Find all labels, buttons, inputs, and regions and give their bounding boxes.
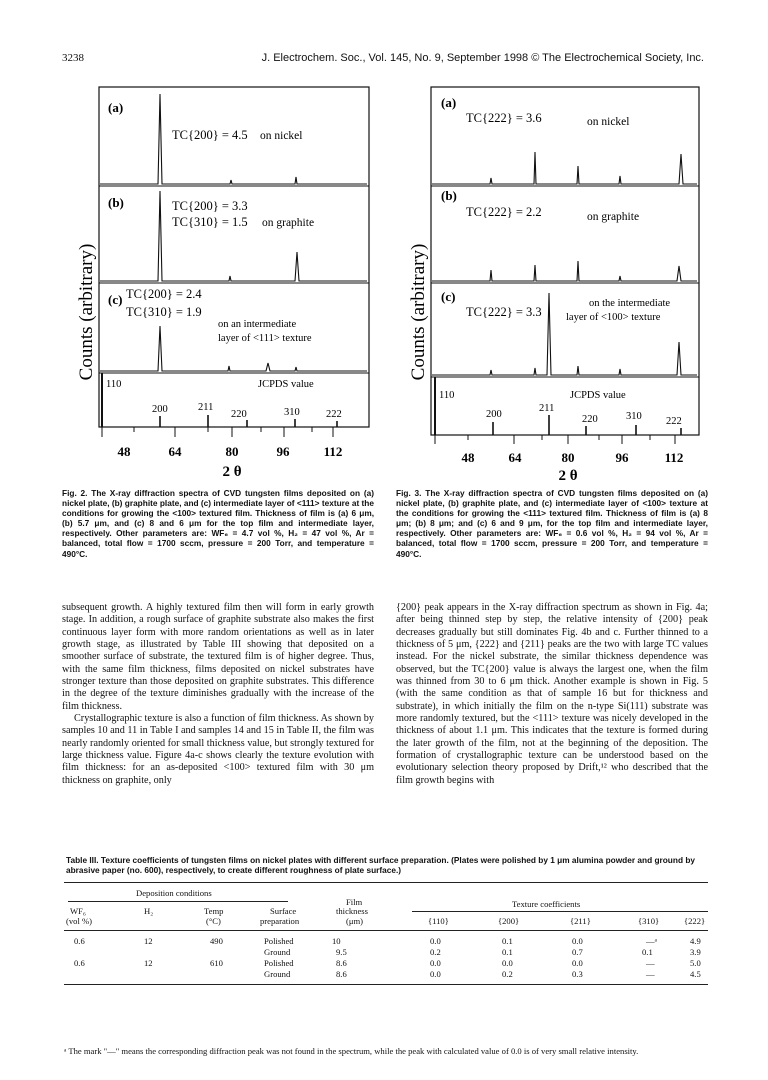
substrate-note: on an intermediate: [218, 319, 297, 330]
jcpds-peak-label: 310: [284, 407, 300, 418]
table-caption: Table III. Texture coefficients of tungsten films on nickel plates with different surface preparation. (Plates were polished by 1 μm alumina powder and ground by abrasive paper (no. 600), respectively, to create different roughness of plate surface.): [66, 855, 695, 876]
cell-tc: 3.9: [690, 947, 701, 957]
x-tick-label: 112: [664, 450, 684, 465]
cell-thickness: 10: [332, 936, 341, 946]
x-tick-label: 64: [508, 450, 522, 465]
panel-label: (a): [441, 95, 457, 110]
cell-tc: 0.1: [642, 947, 653, 957]
cell-tc: 0.1: [502, 947, 513, 957]
jcpds-peak-label: 220: [231, 409, 247, 420]
x-tick-label: 64: [168, 444, 182, 459]
jcpds-peak-label: 200: [486, 409, 502, 420]
y-axis-label: Counts (arbitrary): [408, 243, 429, 381]
jcpds-peak-label: 310: [626, 411, 642, 422]
col-header: {222}: [684, 916, 706, 926]
cell-tc: 0.1: [502, 936, 513, 946]
cell-tc: —ᵃ: [646, 936, 657, 946]
jcpds-reference: [435, 377, 682, 435]
paragraph: {200} peak appears in the X-ray diffraction spectrum as shown in Fig. 4a; after being thinned step by step, the relative intensity of {200} peak decreases gradually but still dominates Fig. 4b and c. Further thinned to a thickness of 5 μm, {222} and {211} peaks are the two with large TC values instead. For the nickel substrate, the similar thickness dependence was observed, but the TC{200} value is always the largest one, when the film was thinned from 30 to 6 μm thick. Another example is shown in Fig. 5 (with the same condition as that of sample 16 but for thickness and substrate), in which initially the film on the n-type Si(111) substrate was more randomly textured, but the <111> texture was nicely developed in the thickness of about 1.1 μm. This indicates that the texture is formed during the later growth of the film, not at the beginning of the deposition. The formation of crystallographic texture can be understood based on the evolutionary selection theory proposed by Drift,¹² who described that the film growth begins with: [396, 602, 708, 786]
cell-tc: 0.2: [430, 947, 441, 957]
col-header: {310}: [638, 916, 660, 926]
substrate-note: on the intermediate: [589, 298, 671, 309]
jcpds-title: JCPDS value: [258, 379, 314, 390]
col-header: {110}: [428, 916, 449, 926]
group-header: Texture coefficients: [512, 899, 581, 909]
col-header: Film: [346, 897, 363, 907]
col-header: {200}: [498, 916, 520, 926]
panel-label: (c): [441, 289, 456, 304]
cell-tc: 0.0: [430, 969, 441, 979]
x-tick-label: 112: [323, 444, 343, 459]
cell-tc: 0.0: [430, 958, 441, 968]
panel-label: (c): [108, 292, 123, 307]
paragraph: Crystallographic texture is also a function of film thickness. As shown by samples 10 and 11 in Table I and samples 14 and 15 in Table II, the film was nearly randomly oriented for small thickness value, but strongly textured for large thickness value. Figure 4a-c shows clearly the texture evolution with film thickness: for an as-deposited <100> textured film with 30 μm thickness on graphite, only: [62, 713, 374, 786]
plot-frame: [431, 87, 699, 435]
cell-surface: Polished: [264, 958, 294, 968]
substrate-note: on graphite: [262, 217, 315, 229]
col-header: thickness: [336, 906, 368, 916]
col-header: (vol %): [66, 916, 93, 926]
body-text-left: [62, 602, 374, 787]
jcpds-peak-label: 110: [439, 390, 455, 401]
x-tick-label: 96: [276, 444, 290, 459]
cell-tc: 5.0: [690, 958, 701, 968]
jcpds-peak-label: 211: [198, 402, 214, 413]
panel-label: (b): [441, 188, 457, 203]
col-header: Surface: [270, 906, 297, 916]
figure-3-caption: Fig. 3. The X-ray diffraction spectra of CVD tungsten films deposited on (a) nickel plate, (b) graphite plate, and (c) intermediate layer of <100> texture at the conditions for growing the <111> textured film. Thickness of film is (a) 8 μm; (b) 8 μm; and (c) 6 and 9 μm, for the top film and intermediate layer, respectively. Other parameters are: WF₆ = 0.6 vol %, H₂ = 94 vol %, Ar = balanced, total flow = 1700 sccm, pressure = 200 Torr, and temperature = 490°C.: [396, 488, 708, 559]
figure-3: [394, 80, 706, 480]
panel-b: [100, 191, 367, 281]
panel-c: [432, 289, 697, 375]
tc-value: TC{200} = 4.5: [172, 128, 248, 142]
cell-h2: 12: [144, 936, 153, 946]
panel-label: (b): [108, 195, 124, 210]
cell-thickness: 9.5: [336, 947, 347, 957]
tc-value: TC{200} = 3.3: [172, 199, 248, 213]
x-axis: [435, 435, 675, 444]
x-axis-label: 2 θ: [558, 468, 578, 480]
tc-value: TC{310} = 1.5: [172, 215, 248, 229]
tc-value: TC{222} = 3.3: [466, 305, 542, 319]
cell-surface: Polished: [264, 936, 294, 946]
col-header: (°C): [206, 916, 221, 926]
cell-tc: 0.0: [572, 936, 583, 946]
col-header: {211}: [570, 916, 591, 926]
col-header: H₂: [144, 906, 154, 916]
cell-tc: —: [646, 958, 655, 968]
cell-temp: 610: [210, 958, 223, 968]
cell-wf6: 0.6: [74, 958, 85, 968]
cell-surface: Ground: [264, 947, 291, 957]
jcpds-reference: [102, 373, 342, 427]
page-number: 3238: [62, 52, 84, 64]
col-header: preparation: [260, 916, 300, 926]
panel-a: [432, 95, 697, 184]
texture-table: [64, 880, 708, 1040]
running-header: [62, 52, 704, 66]
cell-temp: 490: [210, 936, 223, 946]
cell-h2: 12: [144, 958, 153, 968]
cell-tc: 4.5: [690, 969, 701, 979]
journal-line: J. Electrochem. Soc., Vol. 145, No. 9, September 1998 © The Electrochemical Society, Inc.: [261, 52, 704, 64]
col-header: Temp: [204, 906, 224, 916]
cell-surface: Ground: [264, 969, 291, 979]
substrate-note: on graphite: [587, 211, 640, 223]
col-header: (μm): [346, 916, 364, 926]
jcpds-peak-label: 110: [106, 379, 122, 390]
jcpds-peak-label: 220: [582, 414, 598, 425]
spectrum-a: [432, 152, 697, 184]
cell-tc: 0.0: [502, 958, 513, 968]
jcpds-peak-label: 200: [152, 404, 168, 415]
substrate-note: layer of <100> texture: [566, 312, 661, 323]
cell-tc: 0.2: [502, 969, 513, 979]
group-header: Deposition conditions: [136, 888, 212, 898]
x-axis: [102, 427, 333, 437]
panel-label: (a): [108, 100, 124, 115]
paragraph: subsequent growth. A highly textured film then will form in early growth stage. In addition, a rough surface of graphite substrate also makes the first continuous layer form with more random orientations as well as in later growth stage, as illustrated by Table III showing that deposited on a smoother surface of substrate, the textured film is of higher degree. Thus, with the same film thickness, films deposited on nickel substrates have stronger texture than those deposited on graphite substrates. This difference in the degree of the texture diminishes gradually with the increase of the film thickness.: [62, 602, 374, 712]
substrate-note: on nickel: [260, 130, 303, 142]
cell-thickness: 8.6: [336, 969, 347, 979]
table-footnote: ᵃ The mark "—" means the corresponding diffraction peak was not found in the spectrum, while the peak with calculated value of 0.0 is of very small relative intensity.: [64, 1046, 639, 1056]
cell-tc: 0.3: [572, 969, 583, 979]
substrate-note: layer of <111> texture: [218, 333, 312, 344]
panel-b: [432, 188, 697, 281]
tc-value: TC{222} = 2.2: [466, 205, 542, 219]
cell-wf6: 0.6: [74, 936, 85, 946]
x-tick-label: 48: [117, 444, 131, 459]
figure-2-caption: Fig. 2. The X-ray diffraction spectra of CVD tungsten films deposited on (a) nickel plate, (b) graphite plate, and (c) intermediate layer of <111> texture at the conditions for growing the <100> textured film. Thickness of film is (a) 6 μm, (b) 5.7 μm, and (c) 8 and 6 μm for the top film and intermediate layer, respectively. Other parameters are: WF₆ = 4.7 vol %, H₂ = 47 vol %, Ar = balanced, total flow = 1700 sccm, pressure = 200 Torr, and temperature = 490°C.: [62, 488, 374, 559]
substrate-note: on nickel: [587, 116, 630, 128]
x-tick-label: 48: [461, 450, 475, 465]
spectrum-b: [432, 261, 697, 281]
x-tick-label: 96: [615, 450, 629, 465]
cell-tc: 0.0: [430, 936, 441, 946]
x-tick-label: 80: [561, 450, 575, 465]
jcpds-title: JCPDS value: [570, 390, 626, 401]
body-text-right: [396, 602, 708, 787]
x-axis-label: 2 θ: [222, 464, 242, 480]
cell-tc: 4.9: [690, 936, 701, 946]
tc-value: TC{200} = 2.4: [126, 287, 202, 301]
jcpds-peak-label: 222: [326, 409, 342, 420]
panel-a: [100, 94, 367, 184]
panel-c: [100, 287, 367, 371]
cell-tc: 0.7: [572, 947, 583, 957]
jcpds-peak-label: 222: [666, 416, 682, 427]
col-header: WF₆: [70, 906, 86, 916]
y-axis-label: Counts (arbitrary): [76, 243, 97, 381]
jcpds-peak-label: 211: [539, 403, 555, 414]
cell-tc: —: [646, 969, 655, 979]
tc-value: TC{310} = 1.9: [126, 305, 202, 319]
tc-value: TC{222} = 3.6: [466, 111, 542, 125]
x-tick-label: 80: [225, 444, 239, 459]
cell-tc: 0.0: [572, 958, 583, 968]
cell-thickness: 8.6: [336, 958, 347, 968]
figure-2: [62, 80, 374, 480]
